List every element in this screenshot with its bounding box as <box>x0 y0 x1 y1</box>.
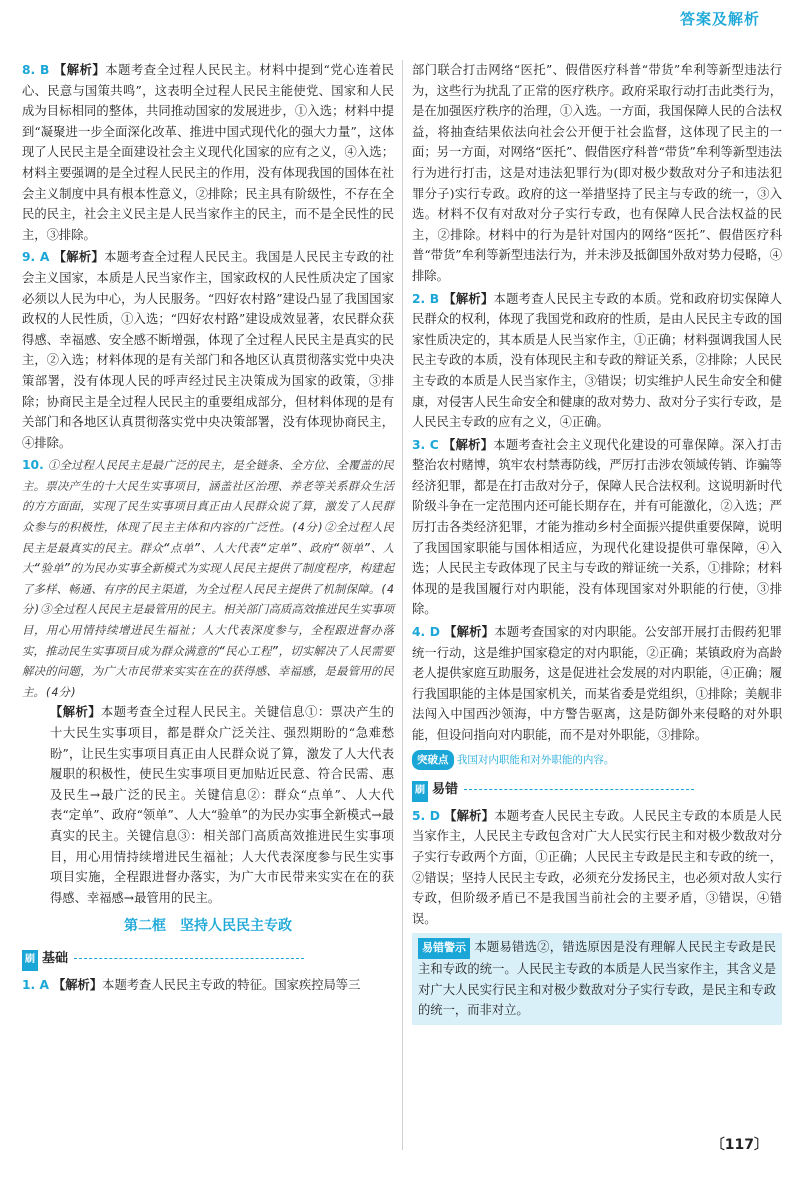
analysis-text: 本题考查社会主义现代化建设的可靠保障。深入打击整治农村赌博，筑牢农村禁毒防线，严厉打击涉农领域传销、诈骗等经济犯罪，都是在打击敌对分子，保障人民合法权利。这说明新时代阶级斗争在一定范围内还可能长期存在，并有可能激化，②入选；严厉打击各类经济犯罪，才能为推动乡村全面振兴提供重要保障，说明了我国国家职能与国体相适应，为现代化建设提供可靠保障，④入选；人民民主专政体现了民主与专政的辩证统一关系，①排除；材料体现的是我国履行对内职能，没有体现国家对外职能的行使，③排除。 <box>412 437 782 617</box>
tip-text: 本题易错选②，错选原因是没有理解人民民主专政是民主和专政的统一。人民民主专政的本质是人民当家作主，其含义是对广大人民实行民主和对极少数敌对分子实行专政，是民主和专政的统一，而非对立。 <box>418 940 776 1018</box>
analysis-tag: 【解析】 <box>53 62 106 77</box>
analysis-text: 本题考查全过程人民民主。关键信息①：票决产生的十大民生实事项目，都是群众广泛关注、强烈期盼的“急难愁盼”，让民生实事项目真正由人民群众说了算，激发了人大代表履职的积极性，使民生实事项目更加贴近民意、符合民需、惠及民生→最广泛的民主。关键信息②：群众“点单”、人大代表“定单”、政府“领单”、人大“验单”的为民办实事全新模式→最真实的民主。关键信息③：相关部门高质高效推进民生实事项目，用心用情持续增进民生福祉；人大代表深度参与民生实事项目实施，全程跟进督办落实，为广大市民带来实实在在的获得感、幸福感→最管用的民主。 <box>50 705 394 905</box>
answer-number: 1. A <box>22 977 50 992</box>
answer-2 <box>412 289 782 433</box>
analysis-tag: 【解析】 <box>53 249 105 265</box>
analysis-text: 本题考查国家的对内职能。公安部开展打击假药犯罪统一行动，这是维护国家稳定的对内职能，②正确；某镇政府为高龄老人提供家庭互助服务，这是促进社会发展的对内职能，④正确；履行我国职能的主体是国家机关，而某省委是党组织，①排除；美舰非法闯入中国西沙领海，中方警告驱离，这是防御外来侵略的对外职能，但设问指向对内职能，而不是对外职能，③排除。 <box>412 625 782 742</box>
left-column <box>22 60 394 997</box>
answer-8 <box>22 60 394 245</box>
answer-number: 10. <box>22 458 44 473</box>
badge-label: 易错 <box>432 782 459 798</box>
page-number: 〔117〕 <box>710 1137 768 1153</box>
badge-rule <box>74 958 304 959</box>
analysis-tag: 【解析】 <box>444 624 495 640</box>
answer-number: 2. B <box>412 291 440 306</box>
badge-label: 基础 <box>42 950 69 966</box>
section-title: 第二框 坚持人民民主专政 <box>124 918 292 935</box>
analysis-tag: 【解析】 <box>443 436 494 452</box>
answer-number: 8. B <box>22 63 50 77</box>
badge-icon: 刷 <box>412 781 428 802</box>
answer-number: 5. D <box>412 808 440 823</box>
answer-number: 4. D <box>412 625 440 640</box>
note-label: 突破点 <box>412 750 454 771</box>
error-tip-box <box>412 933 782 1024</box>
answer-number: 3. C <box>412 437 439 452</box>
note-text: 我国对内职能和对外职能的内容。 <box>456 753 615 766</box>
header-title: 答案及解析 <box>679 10 760 28</box>
analysis-tag: 【解析】 <box>52 976 103 992</box>
analysis-tag: 【解析】 <box>50 704 102 720</box>
analysis-text: 本题考查人民民主专政。人民民主专政的本质是人民当家作主，人民民主专政包含对广大人民实行民主和对极少数敌对分子实行专政两个方面，①正确；人民民主专政是民主和专政的统一，②错误；坚持人民民主专政，必须充分发扬民主，也必须对敌人实行专政，但阶级矛盾已不是我国当前社会的主要矛盾，③错误，④错误。 <box>412 808 782 926</box>
answer-9 <box>22 247 394 453</box>
badge-rule <box>464 789 694 790</box>
handwritten-answer: ①全过程人民民主是最广泛的民主，是全链条、全方位、全覆盖的民主。票决产生的十大民生实事项目，涵盖社区治理、养老等关系群众生活的方方面面，实现了民生实事项目真正由人民群众说了算，激发了人民群众参与的积极性，体现了民主主体和内容的广泛性。(4分)②全过程人民民主是最真实的民主。群众“点单”、人大代表“定单”、政府“领单”、人大“验单”的为民办实事全新模式为实现人民民主提供了制度程序，构建起了多样、畅通、有序的民主渠道，为全过程人民民主提供了机制保障。(4分)③全过程人民民主是最管用的民主。相关部门高质高效推进民生实事项目，用心用情持续增进民生福祉；人大代表深度参与，全程跟进督办落实，推动民生实事项目成为群众满意的“民心工程”，切实解决了人民需要解决的问题，为广大市民带来实实在在的获得感、幸福感，是最管用的民主。(4分) <box>22 458 394 699</box>
analysis-tag: 【解析】 <box>443 290 494 306</box>
analysis-text: 部门联合打击网络“医托”、假借医疗科普“带货”牟利等新型违法行为，这些行为扰乱了正常的医疗秩序。政府采取行动打击此类行为，是在加强医疗秩序的治理，①入选。一方面，我国保障人民的合法权益，将抽查结果依法向社会公开便于社会监督，这体现了民主的一面；另一方面，对网络“医托”、假借医疗科普“带货”牟利等新型违法行为进行打击，这是对违法犯罪行为(即对极少数敌对分子和违法犯罪分子)实行专政。政府的这一举措坚持了民主与专政的统一，③入选。材料不仅有对敌对分子实行专政，也有保障人民合法权益的民主，②排除。材料中的行为是针对国内的网络“医托”、假借医疗科普“带货”牟利等新型违法行为，并未涉及抵御国外敌对势力侵略，④排除。 <box>412 63 782 283</box>
tip-label: 易错警示 <box>418 938 470 959</box>
answer-5 <box>412 806 782 930</box>
answer-10 <box>22 455 394 908</box>
answer-3 <box>412 435 782 620</box>
analysis-text: 本题考查全过程人民民主。材料中提到“党心连着民心、民意与国策共鸣”，这表明全过程人民民主能使党、国家和人民成为目标相同的整体，共同推动国家的发展进步，①入选；材料中提到“凝聚进一步全面深化改革、推进中国式现代化的强大力量”，这体现了人民民主是全面建设社会主义现代化国家的应有之义，④入选；材料主要强调的是全过程人民民主的作用，没有体现我国的国体在社会主义制度中具有根本性意义，②排除；民主具有阶级性，不存在全民的民主，社会主义民主是人民当家作主的民主，而不是全民性的民主，③排除。 <box>22 63 394 242</box>
analysis-tag: 【解析】 <box>444 807 495 823</box>
analysis-text: 本题考查人民民主专政的特征。国家疾控局等三 <box>102 977 361 992</box>
basic-badge <box>22 949 304 971</box>
column-divider <box>402 60 403 1150</box>
answer-4 <box>412 622 782 746</box>
breakthrough-note <box>412 750 782 771</box>
right-column <box>412 60 782 1025</box>
answer-number: 9. A <box>22 250 50 265</box>
badge-icon: 刷 <box>22 950 38 971</box>
error-badge <box>412 780 694 802</box>
answer-1-start <box>22 975 394 996</box>
answer-1-cont <box>412 60 782 287</box>
analysis-text: 本题考查全过程人民民主。我国是人民民主专政的社会主义国家，本质是人民当家作主，国家政权的人民性质决定了国家必须以人民为中心，为人民服务。“四好农村路”建设凸显了我国国家政权的人民性质，①入选；“四好农村路”建设成效显著，农民群众获得感、幸福感、安全感不断增强，体现了全过程人民民主是真实的民主，②入选；材料体现的是有关部门和各地区认真贯彻落实党中央决策部署，没有体现人民的呼声经过民主决策成为国家的政策，③排除；协商民主是全过程人民民主的重要组成部分，但材料体现的是有关部门和各地区认真贯彻落实党中央决策部署，没有体现协商民主，④排除。 <box>22 250 394 450</box>
analysis-text: 本题考查人民民主专政的本质。党和政府切实保障人民群众的权利，体现了我国党和政府的性质，是由人民民主专政的国家性质决定的，其本质是人民当家作主，①正确；材料强调我国人民民主专政的本质，没有体现民主和专政的辩证关系，②排除；人民民主专政的本质是人民当家作主，③错误；切实维护人民生命安全和健康，对侵害人民生命安全和健康的敌对势力、敌对分子实行专政，是人民民主专政的应有之义，④正确。 <box>412 291 782 430</box>
